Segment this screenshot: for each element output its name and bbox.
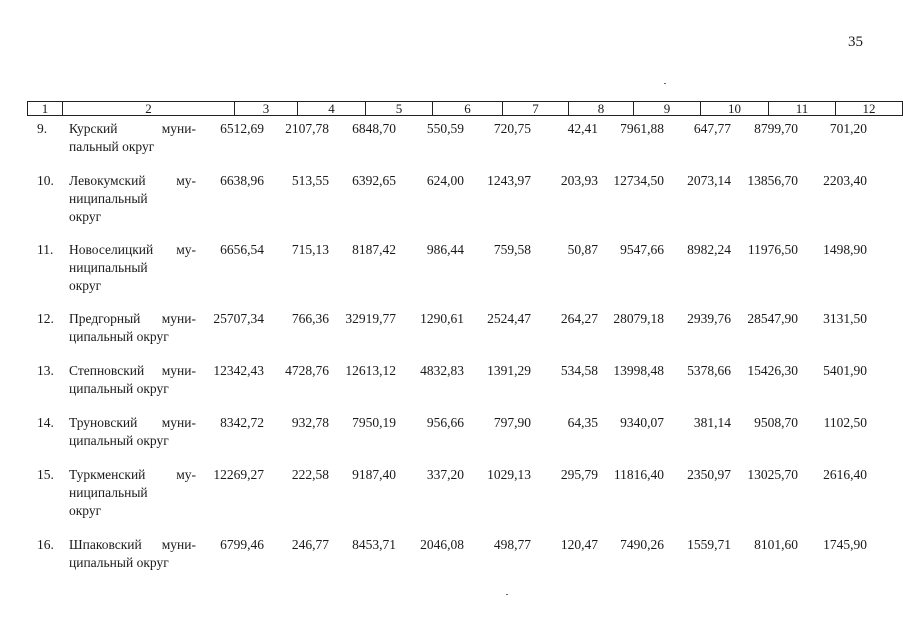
cell-col-8: 120,47	[560, 537, 598, 552]
cell-col-4: 4728,76	[285, 363, 329, 378]
cell-col-12: 2616,40	[823, 467, 867, 482]
cell-col-5: 7950,19	[352, 415, 396, 430]
page-number: 35	[848, 34, 863, 50]
cell-col-9: 9340,07	[620, 415, 664, 430]
cell-col-11: 8101,60	[754, 537, 798, 552]
cell-col-6: 624,00	[426, 173, 464, 188]
cell-col-11: 13025,70	[747, 467, 798, 482]
cell-col-10: 647,77	[693, 121, 731, 136]
cell-col-10: 2073,14	[687, 173, 731, 188]
cell-col-12: 3131,50	[823, 311, 867, 326]
header-col-7: 7	[503, 102, 569, 116]
district-name-line: округ	[69, 503, 102, 518]
cell-col-7: 1029,13	[487, 467, 531, 482]
cell-col-10: 2350,97	[687, 467, 731, 482]
district-name-line: ципальный округ	[69, 381, 169, 396]
header-col-8: 8	[569, 102, 634, 116]
cell-col-5: 8453,71	[352, 537, 396, 552]
cell-col-3: 6799,46	[220, 537, 264, 552]
header-col-2: 2	[63, 102, 235, 116]
cell-col-8: 534,58	[560, 363, 598, 378]
cell-col-12: 701,20	[829, 121, 867, 136]
district-name-line: округ	[69, 209, 102, 224]
cell-col-8: 50,87	[567, 242, 598, 257]
cell-col-12: 5401,90	[823, 363, 867, 378]
district-name-line: ниципальный	[69, 485, 148, 500]
district-name-line: Туркменский му-	[69, 467, 196, 482]
column-number-header	[27, 101, 903, 116]
header-col-5: 5	[366, 102, 433, 116]
header-col-12: 12	[836, 102, 903, 116]
cell-col-9: 12734,50	[613, 173, 664, 188]
cell-col-11: 13856,70	[747, 173, 798, 188]
cell-col-12: 1498,90	[823, 242, 867, 257]
district-name	[69, 414, 196, 450]
cell-col-7: 1391,29	[487, 363, 531, 378]
district-name-line: пальный округ	[69, 139, 155, 154]
cell-col-9: 13998,48	[613, 363, 664, 378]
cell-col-12: 1745,90	[823, 537, 867, 552]
cell-col-6: 1290,61	[420, 311, 464, 326]
cell-col-4: 766,36	[291, 311, 329, 326]
cell-col-3: 6512,69	[220, 121, 264, 136]
cell-col-4: 715,13	[291, 242, 329, 257]
district-name-line: Предгорный муни-	[69, 311, 196, 326]
cell-col-6: 4832,83	[420, 363, 464, 378]
district-name-line: ципальный округ	[69, 433, 169, 448]
row-number: 12.	[37, 311, 54, 326]
header-col-4: 4	[298, 102, 366, 116]
cell-col-6: 986,44	[426, 242, 464, 257]
cell-col-10: 1559,71	[687, 537, 731, 552]
cell-col-3: 12342,43	[213, 363, 264, 378]
row-number: 13.	[37, 363, 54, 378]
district-name	[69, 466, 196, 520]
cell-col-7: 498,77	[493, 537, 531, 552]
district-name-line: ципальный округ	[69, 555, 169, 570]
cell-col-4: 513,55	[291, 173, 329, 188]
cell-col-10: 5378,66	[687, 363, 731, 378]
district-name-line: ниципальный	[69, 191, 148, 206]
cell-col-11: 15426,30	[747, 363, 798, 378]
cell-col-9: 7490,26	[620, 537, 664, 552]
cell-col-7: 720,75	[493, 121, 531, 136]
cell-col-7: 1243,97	[487, 173, 531, 188]
district-name-line: Левокумский му-	[69, 173, 196, 188]
cell-col-11: 8799,70	[754, 121, 798, 136]
district-name-line: Труновский муни-	[69, 415, 196, 430]
cell-col-6: 550,59	[426, 121, 464, 136]
district-name-line: ципальный округ	[69, 329, 169, 344]
cell-col-3: 6656,54	[220, 242, 264, 257]
district-name-line: Шпаковский муни-	[69, 537, 196, 552]
cell-col-8: 64,35	[567, 415, 598, 430]
district-name-line: Курский муни-	[69, 121, 196, 136]
cell-col-4: 2107,78	[285, 121, 329, 136]
header-col-10: 10	[701, 102, 769, 116]
header-col-1: 1	[28, 102, 63, 116]
cell-col-7: 2524,47	[487, 311, 531, 326]
cell-col-6: 2046,08	[420, 537, 464, 552]
header-col-6: 6	[433, 102, 503, 116]
district-name-line: Новоселицкий му-	[69, 242, 196, 257]
cell-col-5: 6848,70	[352, 121, 396, 136]
district-name	[69, 120, 196, 156]
cell-col-3: 25707,34	[213, 311, 264, 326]
cell-col-8: 203,93	[560, 173, 598, 188]
cell-col-3: 12269,27	[213, 467, 264, 482]
cell-col-12: 2203,40	[823, 173, 867, 188]
cell-col-5: 9187,40	[352, 467, 396, 482]
cell-col-8: 42,41	[567, 121, 598, 136]
cell-col-4: 222,58	[291, 467, 329, 482]
cell-col-11: 9508,70	[754, 415, 798, 430]
cell-col-10: 2939,76	[687, 311, 731, 326]
district-name	[69, 536, 196, 572]
cell-col-4: 246,77	[291, 537, 329, 552]
district-name	[69, 310, 196, 346]
cell-col-5: 6392,65	[352, 173, 396, 188]
cell-col-8: 295,79	[560, 467, 598, 482]
row-number: 9.	[37, 121, 48, 136]
cell-col-5: 12613,12	[345, 363, 396, 378]
scan-speck	[664, 83, 666, 84]
scan-speck	[506, 594, 508, 595]
cell-col-7: 797,90	[493, 415, 531, 430]
cell-col-10: 381,14	[693, 415, 731, 430]
district-name-line: Степновский муни-	[69, 363, 196, 378]
row-number: 14.	[37, 415, 54, 430]
cell-col-3: 8342,72	[220, 415, 264, 430]
district-name-line: округ	[69, 278, 102, 293]
row-number: 16.	[37, 537, 54, 552]
district-name	[69, 172, 196, 226]
header-col-3: 3	[235, 102, 298, 116]
cell-col-10: 8982,24	[687, 242, 731, 257]
row-number: 10.	[37, 173, 54, 188]
cell-col-5: 32919,77	[345, 311, 396, 326]
cell-col-12: 1102,50	[823, 415, 867, 430]
cell-col-5: 8187,42	[352, 242, 396, 257]
cell-col-9: 9547,66	[620, 242, 664, 257]
cell-col-11: 11976,50	[747, 242, 798, 257]
cell-col-3: 6638,96	[220, 173, 264, 188]
cell-col-7: 759,58	[493, 242, 531, 257]
cell-col-6: 956,66	[426, 415, 464, 430]
cell-col-11: 28547,90	[747, 311, 798, 326]
header-col-9: 9	[634, 102, 701, 116]
district-name	[69, 241, 196, 295]
cell-col-8: 264,27	[560, 311, 598, 326]
row-number: 15.	[37, 467, 54, 482]
cell-col-9: 11816,40	[613, 467, 664, 482]
cell-col-6: 337,20	[426, 467, 464, 482]
row-number: 11.	[37, 242, 54, 257]
cell-col-9: 28079,18	[613, 311, 664, 326]
cell-col-4: 932,78	[291, 415, 329, 430]
header-col-11: 11	[769, 102, 836, 116]
district-name	[69, 362, 196, 398]
header-row	[28, 102, 903, 116]
cell-col-9: 7961,88	[620, 121, 664, 136]
district-name-line: ниципальный	[69, 260, 148, 275]
